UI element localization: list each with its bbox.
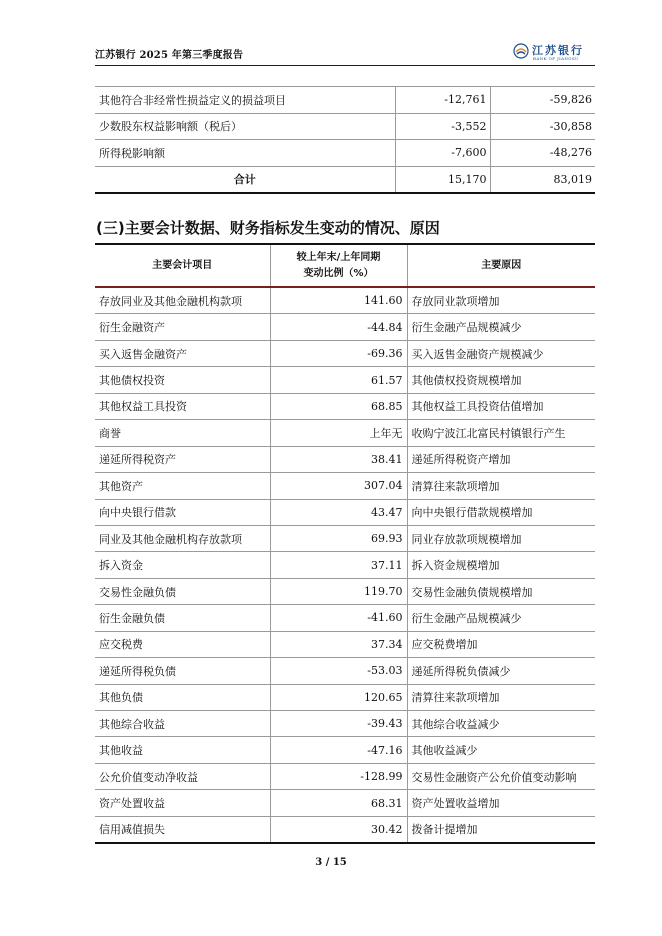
change-reason: 其他综合收益减少: [407, 711, 595, 737]
table-row: [95, 578, 595, 604]
row-value-ytd: -48,276: [490, 140, 595, 167]
change-ratio: 68.31: [270, 790, 407, 816]
change-ratio: 307.04: [270, 473, 407, 499]
account-item: 递延所得税负债: [95, 658, 270, 684]
header-change: [270, 244, 407, 287]
change-reason: 其他债权投资规模增加: [407, 367, 595, 393]
report-title: 江苏银行 2025 年第三季度报告: [95, 50, 244, 61]
account-item: 递延所得税资产: [95, 446, 270, 472]
table-row: [95, 87, 595, 114]
change-ratio: 141.60: [270, 287, 407, 314]
table-row: [95, 711, 595, 737]
change-reason: 向中央银行借款规模增加: [407, 499, 595, 525]
account-item: 商誉: [95, 420, 270, 446]
account-item: 交易性金融负债: [95, 578, 270, 604]
table-row: [95, 816, 595, 843]
bank-logo-icon: [513, 43, 529, 59]
total-row: [95, 166, 595, 193]
account-item: 信用减值损失: [95, 816, 270, 843]
change-ratio: 上年无: [270, 420, 407, 446]
row-value-ytd: -30,858: [490, 113, 595, 140]
header-change-line2: 变动比例（%）: [303, 267, 374, 279]
table-row: [95, 658, 595, 684]
account-item: 其他综合收益: [95, 711, 270, 737]
change-reason: 递延所得税负债减少: [407, 658, 595, 684]
header-reason: 主要原因: [407, 244, 595, 287]
change-reason: 存放同业款项增加: [407, 287, 595, 314]
change-ratio: 43.47: [270, 499, 407, 525]
table-row: [95, 393, 595, 419]
account-item: 存放同业及其他金融机构款项: [95, 287, 270, 314]
change-reason: 衍生金融产品规模减少: [407, 314, 595, 340]
row-value-period: -7,600: [395, 140, 490, 167]
change-ratio: 68.85: [270, 393, 407, 419]
change-reason: 资产处置收益增加: [407, 790, 595, 816]
table-row: [95, 140, 595, 167]
account-item: 其他资产: [95, 473, 270, 499]
row-label: 其他符合非经常性损益定义的损益项目: [95, 87, 395, 114]
change-ratio: 30.42: [270, 816, 407, 843]
account-item: 其他负债: [95, 684, 270, 710]
account-item: 向中央银行借款: [95, 499, 270, 525]
change-reason: 买入返售金融资产规模减少: [407, 340, 595, 366]
change-ratio: 120.65: [270, 684, 407, 710]
account-item: 应交税费: [95, 631, 270, 657]
table-row: [95, 552, 595, 578]
account-item: 其他收益: [95, 737, 270, 763]
change-reason: 应交税费增加: [407, 631, 595, 657]
change-ratio: -128.99: [270, 763, 407, 789]
row-label: 少数股东权益影响额（税后）: [95, 113, 395, 140]
row-label: 所得税影响额: [95, 140, 395, 167]
change-reason: 收购宁波江北富民村镇银行产生: [407, 420, 595, 446]
account-item: 其他权益工具投资: [95, 393, 270, 419]
change-reason: 清算往来款项增加: [407, 684, 595, 710]
header-change-line1: 较上年末/上年同期: [296, 251, 381, 263]
account-item: 拆入资金: [95, 552, 270, 578]
logo-subtext: BANK OF JIANGSU: [533, 56, 579, 61]
total-value-ytd: 83,019: [490, 166, 595, 193]
row-value-ytd: -59,826: [490, 87, 595, 114]
row-value-period: -12,761: [395, 87, 490, 114]
change-reason: 清算往来款项增加: [407, 473, 595, 499]
change-reason: 拨备计提增加: [407, 816, 595, 843]
page-header: [95, 40, 595, 64]
table-row: [95, 113, 595, 140]
table-row: [95, 790, 595, 816]
change-ratio: -69.36: [270, 340, 407, 366]
bank-logo: [513, 42, 593, 64]
section-title: (三)主要会计数据、财务指标发生变动的情况、原因: [96, 219, 440, 237]
account-item: 资产处置收益: [95, 790, 270, 816]
table-row: [95, 525, 595, 551]
account-item: 衍生金融资产: [95, 314, 270, 340]
table-row: [95, 499, 595, 525]
table-row: [95, 473, 595, 499]
total-label: 合计: [95, 166, 395, 193]
table-row: [95, 763, 595, 789]
change-ratio: -47.16: [270, 737, 407, 763]
table-header-row: [95, 244, 595, 287]
table-row: [95, 287, 595, 314]
account-item: 同业及其他金融机构存放款项: [95, 525, 270, 551]
change-ratio: -53.03: [270, 658, 407, 684]
change-reason: 衍生金融产品规模减少: [407, 605, 595, 631]
table-row: [95, 314, 595, 340]
change-ratio: 38.41: [270, 446, 407, 472]
change-ratio: 37.11: [270, 552, 407, 578]
header-item: 主要会计项目: [95, 244, 270, 287]
logo-text: 江苏银行: [532, 44, 584, 57]
change-reason: 交易性金融负债规模增加: [407, 578, 595, 604]
change-reason: 其他权益工具投资估值增加: [407, 393, 595, 419]
change-ratio: 61.57: [270, 367, 407, 393]
account-item: 其他债权投资: [95, 367, 270, 393]
table-row: [95, 446, 595, 472]
accounting-changes-table: [95, 243, 595, 844]
non-recurring-items-table: [95, 86, 595, 194]
change-ratio: -44.84: [270, 314, 407, 340]
account-item: 衍生金融负债: [95, 605, 270, 631]
header-divider: [95, 65, 595, 66]
change-ratio: -41.60: [270, 605, 407, 631]
change-ratio: 37.34: [270, 631, 407, 657]
change-reason: 递延所得税资产增加: [407, 446, 595, 472]
change-ratio: 119.70: [270, 578, 407, 604]
account-item: 买入返售金融资产: [95, 340, 270, 366]
total-value-period: 15,170: [395, 166, 490, 193]
table-row: [95, 340, 595, 366]
table-row: [95, 631, 595, 657]
change-reason: 同业存放款项规模增加: [407, 525, 595, 551]
change-ratio: -39.43: [270, 711, 407, 737]
change-ratio: 69.93: [270, 525, 407, 551]
table-row: [95, 737, 595, 763]
table-row: [95, 420, 595, 446]
change-reason: 其他收益减少: [407, 737, 595, 763]
row-value-period: -3,552: [395, 113, 490, 140]
table-row: [95, 367, 595, 393]
change-reason: 交易性金融资产公允价值变动影响: [407, 763, 595, 789]
table-row: [95, 684, 595, 710]
table-row: [95, 605, 595, 631]
page-number: 3 / 15: [315, 857, 347, 868]
account-item: 公允价值变动净收益: [95, 763, 270, 789]
change-reason: 拆入资金规模增加: [407, 552, 595, 578]
